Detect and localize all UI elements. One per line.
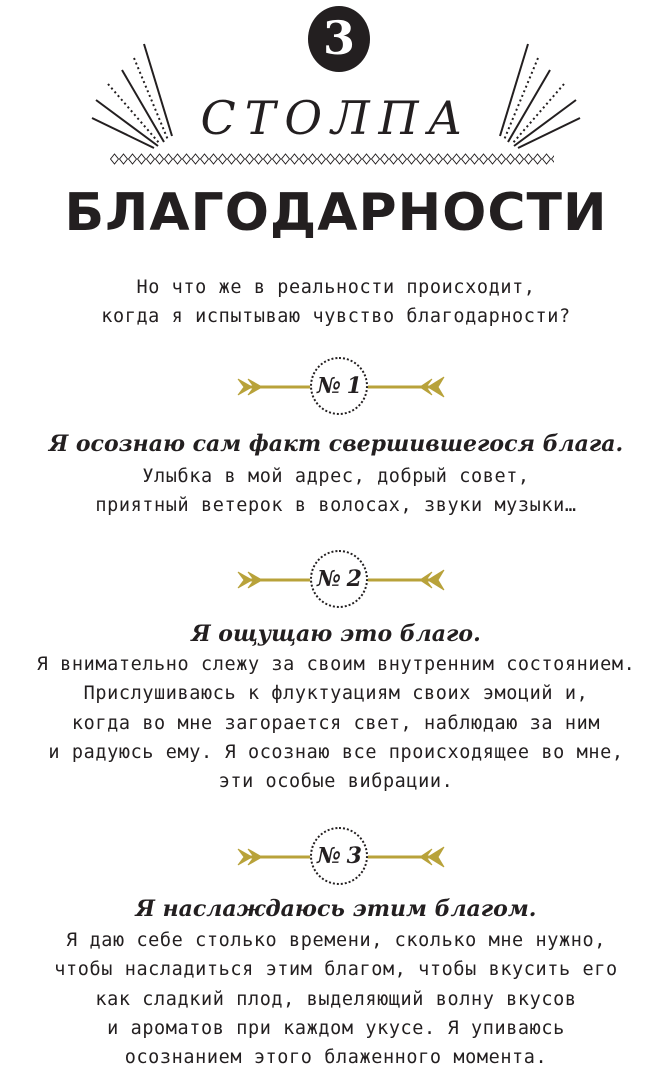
- pillar-2-marker: [236, 550, 446, 610]
- text-line: Прислушиваюсь к флуктуациям своих эмоций и,: [83, 683, 589, 705]
- number-badge: [310, 357, 368, 415]
- text-line: и радуюсь ему. Я осознаю все происходящее во мне,: [48, 741, 624, 763]
- badge-label: № 2: [317, 566, 361, 592]
- text-line: осознанием этого блаженного момента.: [124, 1047, 548, 1069]
- pillar-1-text: [0, 462, 672, 521]
- page-title: БЛАГОДАРНОСТИ: [64, 183, 608, 243]
- text-line: приятный ветерок в волосах, звуки музыки…: [95, 495, 577, 517]
- intro-line: Но что же в реальности происходит,: [136, 277, 536, 298]
- pillar-3-marker: [236, 827, 446, 887]
- pillar-2-heading: Я ощущаю это благо.: [191, 621, 481, 647]
- pillar-2-text: [0, 650, 672, 796]
- number-badge: [310, 550, 368, 608]
- intro-line: когда я испытываю чувство благодарности?: [101, 306, 571, 328]
- subtitle: СТОЛПА: [200, 91, 472, 145]
- pillar-3-text: [0, 926, 672, 1072]
- badge-label: № 1: [317, 373, 361, 399]
- number-badge: [310, 827, 368, 885]
- text-line: чтобы насладиться этим благом, чтобы вкусить его: [54, 959, 618, 981]
- text-line: Я внимательно слежу за своим внутренним состоянием.: [36, 654, 636, 675]
- number-circle: [308, 6, 370, 72]
- intro-text: [0, 273, 672, 332]
- text-line: Улыбка в мой адрес, добрый совет,: [142, 466, 530, 487]
- text-line: и ароматов при каждом укусе. Я упиваюсь: [107, 1017, 565, 1039]
- pillar-3-heading: Я наслаждаюсь этим благом.: [135, 896, 537, 922]
- pillar-1-heading: Я осознаю сам факт свершившегося блага.: [48, 431, 624, 457]
- pillar-1-marker: [236, 357, 446, 417]
- text-line: Я даю себе столько времени, сколько мне нужно,: [66, 930, 606, 951]
- diamond-divider: [110, 152, 554, 166]
- header-number: 3: [322, 11, 355, 65]
- text-line: как сладкий плод, выделяющий волну вкусов: [95, 988, 577, 1010]
- text-line: эти особые вибрации.: [218, 771, 454, 793]
- badge-label: № 3: [317, 843, 361, 869]
- text-line: когда во мне загорается свет, наблюдаю за ним: [71, 712, 601, 734]
